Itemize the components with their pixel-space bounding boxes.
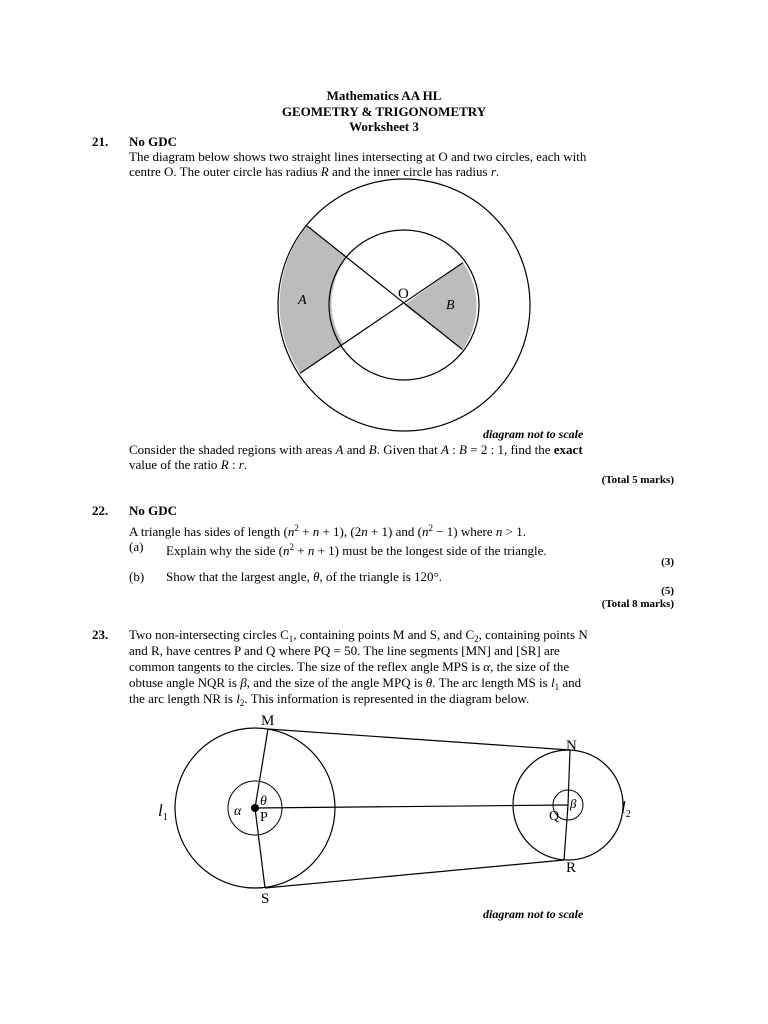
- q22-number: 22.: [92, 503, 109, 518]
- worksheet-number: Worksheet 3: [349, 119, 419, 134]
- q21-total-marks: (Total 5 marks): [601, 474, 674, 486]
- label-o: O: [398, 286, 409, 302]
- label-b: B: [446, 298, 455, 313]
- q23-text-line5: the arc length NR is $l_2$. This information is represented in the diagram below.: [129, 691, 530, 708]
- radius-qr: [564, 805, 568, 860]
- q21-heading: No GDC: [129, 134, 178, 149]
- label-m: M: [261, 713, 275, 729]
- q22b-marks: (5): [661, 585, 674, 597]
- q21-diagram-note: diagram not to scale: [483, 427, 584, 441]
- q21-text-line4: value of the ratio R : r.: [129, 457, 248, 472]
- tangent-mn: [268, 729, 570, 750]
- label-l2: $l_2$: [621, 798, 631, 820]
- q22-text-line1: A triangle has sides of length $(n^2 + n + 1)$, (2n + 1) and $(n^2 - 1)$ where n > 1.: [129, 523, 526, 539]
- label-n: N: [566, 738, 577, 754]
- label-theta: θ: [260, 794, 267, 809]
- q22-total-marks: (Total 8 marks): [601, 598, 674, 610]
- q22a-text: Explain why the side $(n^2 + n + 1)$ must be the longest side of the triangle.: [166, 542, 547, 558]
- q22b-label: (b): [129, 569, 145, 584]
- q23-text-line3: common tangents to the circles. The size of the reflex angle MPS is α, the size of the: [129, 659, 570, 674]
- label-q: Q: [549, 809, 560, 824]
- label-l1: $l_1$: [158, 801, 168, 823]
- q23-text-line4: obtuse angle NQR is β, and the size of the angle MPQ is θ. The arc length MS is $l_1$ and: [129, 675, 582, 692]
- q23-text-line1: Two non-intersecting circles $C_1$, containing points M and S, and $C_2$, containing points N: [129, 627, 588, 644]
- q22a-marks: (3): [661, 556, 674, 568]
- q22b-text: Show that the largest angle, θ, of the triangle is 120°.: [166, 569, 442, 584]
- centre-p-dot: [251, 804, 259, 812]
- label-p: P: [260, 810, 268, 825]
- q21-text-line2: centre O. The outer circle has radius R and the inner circle has radius r.: [129, 164, 500, 179]
- label-r: R: [566, 860, 577, 876]
- label-s: S: [261, 891, 270, 907]
- q21-text-line1: The diagram below shows two straight lines intersecting at O and two circles, each with: [129, 149, 587, 164]
- label-a: A: [298, 293, 307, 308]
- q21-number: 21.: [92, 134, 109, 149]
- centre-line-pq: [255, 805, 568, 808]
- worksheet-subject: Mathematics AA HL: [326, 88, 442, 103]
- q23-text-line2: and R, have centres P and Q where PQ = 50. The line segments [MN] and [SR] are: [129, 643, 560, 658]
- tangent-sr: [265, 860, 564, 888]
- q22a-label: (a): [129, 539, 144, 554]
- q21-text-line3: Consider the shaded regions with areas A and B. Given that A : B = 2 : 1, find the exact: [129, 442, 583, 457]
- label-beta: β: [570, 796, 577, 811]
- label-alpha: α: [234, 804, 242, 819]
- q23-number: 23.: [92, 627, 109, 642]
- worksheet-topic: GEOMETRY & TRIGONOMETRY: [281, 104, 487, 119]
- q23-diagram-note: diagram not to scale: [483, 907, 584, 921]
- q22-heading: No GDC: [129, 503, 178, 518]
